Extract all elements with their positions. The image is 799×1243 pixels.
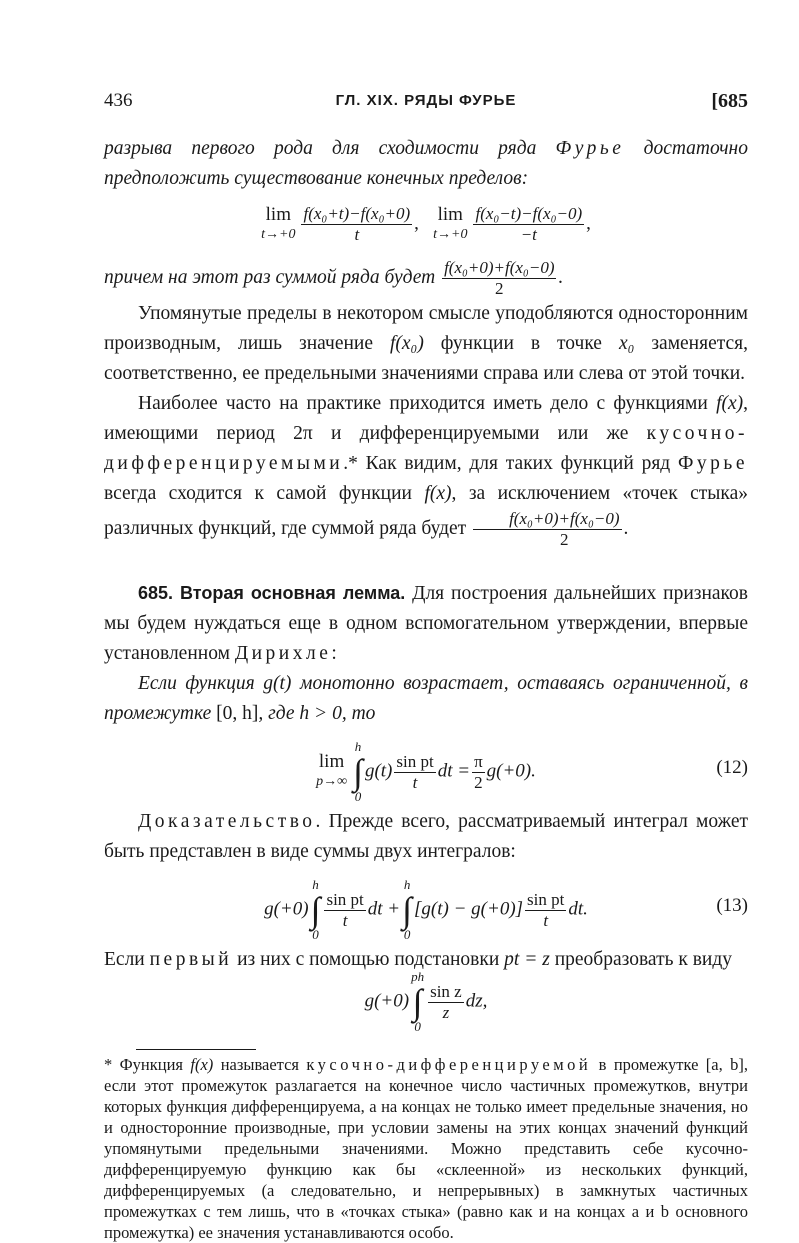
equation-limits: lim t→+0 $\frac{\text{f(x₀+t)−f(x₀+0)}}{t}$ , lim t→+0 $\frac{\text{f(x₀−t)−f(x₀−0)}}{-t}$ , xyxy=(261,203,591,244)
running-title: ГЛ. XIX. РЯДЫ ФУРЬЕ xyxy=(335,92,517,109)
proof-paragraph: Доказательство. Прежде всего, рассматриваемый интеграл может быть представлен в виде суммы двух интегралов: xyxy=(104,811,748,862)
paragraph-piecewise: Наиболее часто на практике приходится иметь дело с функциями f(x), имеющими период 2π и дифференцируемыми или же кусочно-дифференцируемыми.* Как видим, для таких функций ряд Фурье всегда сходится к самой функции f(x), за исключением «точек стыка» различных функций, где суммой ряда будет $\frac{\text{f(x₀+0)+f(x₀−0)}}{2}$ . xyxy=(104,393,748,549)
fraction-right-derivative: $\frac{\text{f(x₀+t)−f(x₀+0)}}{t}$ xyxy=(303,204,411,244)
page-number: 436 xyxy=(104,90,133,111)
equation-13: g(+0) h ∫ 0 $\frac{\text{sin pt}}{t}$ dt + h ∫ 0 [g(t) − g(+0)] $\frac{\text{sin pt}}{t}$ dt. (13) xyxy=(264,877,748,942)
page-body xyxy=(104,134,748,1243)
section-heading: 685. Вторая основная лемма. xyxy=(138,583,406,603)
footnote-rule xyxy=(136,1049,256,1050)
paragraph-limits-remark: Упомянутые пределы в некотором смысле уподобляются односторонним производным, лишь значение f(x₀) функции в точке x₀ заменяется, соответственно, ее предельными значениями справа или слева от этой точки. xyxy=(104,303,749,384)
paragraph-sum-value: причем на этот раз суммой ряда будет $\frac{\text{f(x₀+0)+f(x₀−0)}}{2}$ . xyxy=(104,258,564,298)
footnote: * Функция f(x) называется кусочно-дифференцируемой в промежутке [a, b], если этот промежуток разлагается на конечное число частичных промежутков, внутри которых функция дифференцируема, а на концах не только имеет предельные значения, но и односторонние производные, при условии замены на этих концах значений функций упомянутыми предельными значениями. Можно представить себе кусочно-дифференцируемую функцию как бы «склеенной» из нескольких функций, дифференцируемых (а следовательно, и непрерывных) в замкнутых частичных промежутках с тем лишь, что в «точках стыка» (равно как и на концах a и b основного промежутка) ее значения устанавливаются особо. xyxy=(104,1055,748,1242)
page-header xyxy=(104,86,748,116)
section-number: [685 xyxy=(711,90,748,112)
section-685: 685. Вторая основная лемма. Для построения дальнейших признаков мы будем нуждаться еще в одном вспомогательном утверждении, впервые установленном Дирихле: xyxy=(104,583,749,664)
equation-number-12: (12) xyxy=(716,757,748,778)
equation-number-13: (13) xyxy=(716,895,748,916)
substitution-paragraph: Если первый из них с помощью подстановки pt = z преобразовать к виду xyxy=(104,949,733,970)
fraction-left-derivative: $\frac{\text{f(x₀−t)−f(x₀−0)}}{-t}$ xyxy=(475,204,583,244)
equation-12: lim p→∞ h ∫ 0 g(t) $\frac{\text{sin pt}}{t}$ dt = $\frac{\pi}{2}$ g(+0). (12) xyxy=(316,739,748,804)
paragraph-conditions: разрыва первого рода для сходимости ряда Фурье достаточно предположить существование конечных пределов: xyxy=(104,138,748,189)
equation-substituted: g(+0) ph ∫ 0 $\frac{\text{sin z}}{z}$ dz, xyxy=(364,969,488,1034)
lemma-statement: Если функция g(t) монотонно возрастает, оставаясь ограниченной, в промежутке [0, h], где h > 0, то xyxy=(104,673,748,724)
